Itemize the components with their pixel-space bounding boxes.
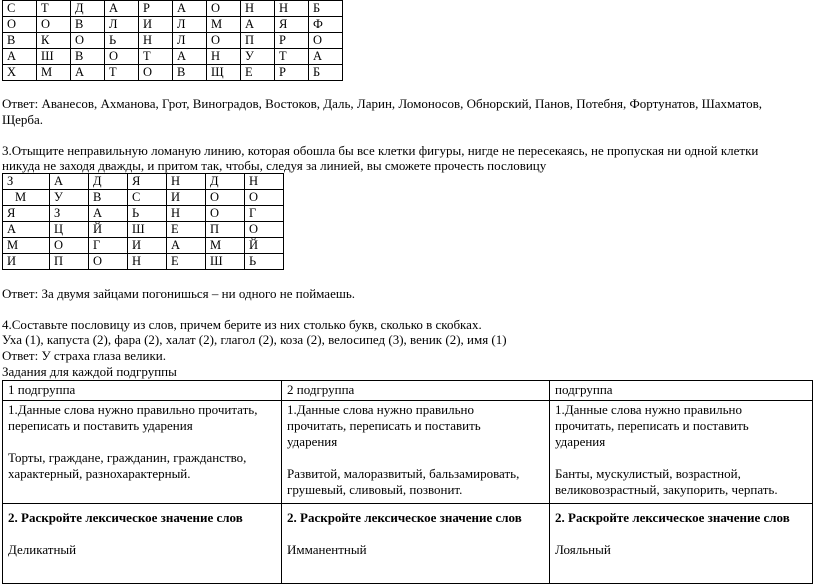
grid-row (3, 190, 284, 206)
task-1-instruction: прочитать, переписать и поставить (287, 418, 481, 433)
grid-cell: О (89, 254, 128, 270)
task-1-words: Банты, мускулистый, возрастной, (555, 466, 741, 481)
grid-cell: Н (167, 206, 206, 222)
grid-cell: Ш (206, 254, 245, 270)
grid-cell: А (3, 49, 37, 65)
grid-cell: А (105, 1, 139, 17)
grid-cell: П (241, 33, 275, 49)
grid-cell: П (50, 254, 89, 270)
grid-cell: Щ (207, 65, 241, 81)
grid-cell: Ь (245, 254, 284, 270)
grid-row (3, 222, 284, 238)
grid-cell: А (50, 174, 89, 190)
grid-cell: Х (3, 65, 37, 81)
grid-cell: О (245, 222, 284, 238)
task-1-instruction: 1.Данные слова нужно правильно прочитать, (8, 402, 258, 417)
grid-cell: О (37, 17, 71, 33)
grid-cell: Т (105, 65, 139, 81)
task-2-cell-group-2 (282, 504, 550, 584)
grid-cell: Л (173, 17, 207, 33)
task-1-instruction: переписать и поставить ударения (8, 418, 193, 433)
grid-cell: Б (309, 1, 343, 17)
grid-cell: Л (173, 33, 207, 49)
grid-cell: Н (207, 49, 241, 65)
grid-cell: Л (105, 17, 139, 33)
task-1-instruction: прочитать, переписать и поставить (555, 418, 749, 433)
grid-cell: В (3, 33, 37, 49)
grid-cell: Г (89, 238, 128, 254)
task-1-cell-group-1 (3, 401, 282, 504)
grid-cell: О (50, 238, 89, 254)
answer-4: Ответ: У страха глаза велики. (2, 348, 167, 363)
grid-cell: Н (128, 254, 167, 270)
grid-cell: К (37, 33, 71, 49)
letter-grid-1 (2, 0, 343, 81)
task-2-cell-group-3 (550, 504, 813, 584)
answer-3: Ответ: За двумя зайцами погонишься – ни одного не поймаешь. (2, 286, 356, 301)
grid-cell: В (71, 49, 105, 65)
task-2-word: Лояльный (555, 542, 611, 557)
grid-cell: П (206, 222, 245, 238)
groups-title: Задания для каждой подгруппы (2, 364, 177, 379)
grid-cell: В (71, 17, 105, 33)
grid-cell: М (207, 17, 241, 33)
grid-cell: У (50, 190, 89, 206)
grid-cell: И (3, 254, 50, 270)
grid-cell: О (3, 17, 37, 33)
grid-cell: М (206, 238, 245, 254)
grid-cell: Ц (50, 222, 89, 238)
grid-cell: Н (139, 33, 173, 49)
grid-row (3, 49, 343, 65)
subgroup-header: 2 подгруппа (282, 381, 550, 401)
letter-grid-2 (2, 173, 284, 270)
grid-cell: Ь (105, 33, 139, 49)
task-1-instruction: ударения (555, 434, 606, 449)
grid-cell: У (241, 49, 275, 65)
grid-cell: Д (206, 174, 245, 190)
grid-cell: И (139, 17, 173, 33)
grid-cell: А (3, 222, 50, 238)
grid-cell: А (89, 206, 128, 222)
grid-cell: Ф (309, 17, 343, 33)
task-2-title: 2. Раскройте лексическое значение слов (8, 510, 243, 525)
grid-cell: Г (245, 206, 284, 222)
task-1-words: грушевый, сливовый, позвонит. (287, 482, 463, 497)
grid-row (3, 33, 343, 49)
grid-cell: А (241, 17, 275, 33)
grid-cell: О (206, 190, 245, 206)
grid-cell: О (309, 33, 343, 49)
subgroup-header: подгруппа (550, 381, 813, 401)
grid-cell: Е (167, 222, 206, 238)
grid-cell: И (128, 238, 167, 254)
grid-row (3, 65, 343, 81)
task-2-word: Деликатный (8, 542, 77, 557)
grid-cell: О (245, 190, 284, 206)
grid-cell: Н (241, 1, 275, 17)
task-2-title: 2. Раскройте лексическое значение слов (555, 510, 790, 525)
grid-cell: О (207, 33, 241, 49)
grid-cell: И (167, 190, 206, 206)
grid-cell: М (3, 238, 50, 254)
grid-row (3, 206, 284, 222)
task-1-cell-group-3 (550, 401, 813, 504)
grid-cell: С (3, 1, 37, 17)
grid-cell: Т (37, 1, 71, 17)
task-1-cell-group-2 (282, 401, 550, 504)
grid-cell: М (37, 65, 71, 81)
task-2-row (3, 504, 813, 584)
grid-cell: Н (167, 174, 206, 190)
subgroup-header-row (3, 381, 813, 401)
task-2-word: Имманентный (287, 542, 367, 557)
grid-cell: Н (245, 174, 284, 190)
grid-cell: О (207, 1, 241, 17)
grid-cell: Т (139, 49, 173, 65)
grid-cell: Н (275, 1, 309, 17)
grid-cell: Ь (128, 206, 167, 222)
grid-cell: А (167, 238, 206, 254)
task-1-row (3, 401, 813, 504)
grid-cell: З (50, 206, 89, 222)
task-1-words: характерный, разнохарактерный. (8, 466, 191, 481)
grid-cell: В (173, 65, 207, 81)
grid-cell: О (71, 33, 105, 49)
task-2-title: 2. Раскройте лексическое значение слов (287, 510, 522, 525)
grid-cell: О (139, 65, 173, 81)
task-4-title: 4.Составьте пословицу из слов, причем берите из них столько букв, сколько в скобках. (2, 317, 482, 332)
answer-1-line-2: Щерба. (2, 112, 44, 127)
grid-cell: А (173, 1, 207, 17)
grid-cell: Й (89, 222, 128, 238)
task-1-words: великовозрастный, закупорить, черпать. (555, 482, 778, 497)
task-3-line-2: никуда не заходя дважды, и притом так, чтобы, следуя за линией, вы сможете прочесть пословицу (2, 158, 547, 173)
grid-cell: Б (309, 65, 343, 81)
grid-cell: Т (275, 49, 309, 65)
grid-row (3, 174, 284, 190)
grid-cell: Я (128, 174, 167, 190)
grid-cell: С (128, 190, 167, 206)
grid-cell: Д (89, 174, 128, 190)
task-1-instruction: ударения (287, 434, 338, 449)
grid-cell: А (173, 49, 207, 65)
grid-cell: Я (275, 17, 309, 33)
task-1-words: Развитой, малоразвитый, бальзамировать, (287, 466, 520, 481)
grid-cell: В (89, 190, 128, 206)
grid-row (3, 254, 284, 270)
task-1-instruction: 1.Данные слова нужно правильно (287, 402, 474, 417)
grid-row (3, 1, 343, 17)
task-2-cell-group-1 (3, 504, 282, 584)
grid-cell: А (309, 49, 343, 65)
task-4-words: Уха (1), капуста (2), фара (2), халат (2), глагол (2), коза (2), велосипед (3), веник (2), имя (1) (2, 332, 507, 347)
grid-cell: Ш (128, 222, 167, 238)
grid-cell: О (206, 206, 245, 222)
grid-cell: А (71, 65, 105, 81)
grid-cell: Р (275, 65, 309, 81)
grid-row (3, 238, 284, 254)
task-1-instruction: 1.Данные слова нужно правильно (555, 402, 742, 417)
grid-cell: З (3, 174, 50, 190)
grid-cell: О (105, 49, 139, 65)
task-1-words: Торты, граждане, гражданин, гражданство, (8, 450, 247, 465)
subgroup-header: 1 подгруппа (3, 381, 282, 401)
grid-cell: М (3, 190, 50, 206)
subgroup-tasks-table (2, 380, 813, 584)
grid-cell: Ш (37, 49, 71, 65)
grid-cell: Р (275, 33, 309, 49)
answer-1-line-1: Ответ: Аванесов, Ахманова, Грот, Виноградов, Востоков, Даль, Ларин, Ломоносов, Обнорский, Панов, Потебня, Фортунатов, Шахматов, (2, 96, 763, 111)
task-3-line-1: 3.Отыщите неправильную ломаную линию, которая обошла бы все клетки фигуры, нигде не пересекаясь, не пропуская ни одной клетки (2, 143, 759, 158)
grid-cell: Р (139, 1, 173, 17)
grid-row (3, 17, 343, 33)
grid-cell: Я (3, 206, 50, 222)
grid-cell: Д (71, 1, 105, 17)
grid-cell: Й (245, 238, 284, 254)
grid-cell: Е (241, 65, 275, 81)
grid-cell: Е (167, 254, 206, 270)
